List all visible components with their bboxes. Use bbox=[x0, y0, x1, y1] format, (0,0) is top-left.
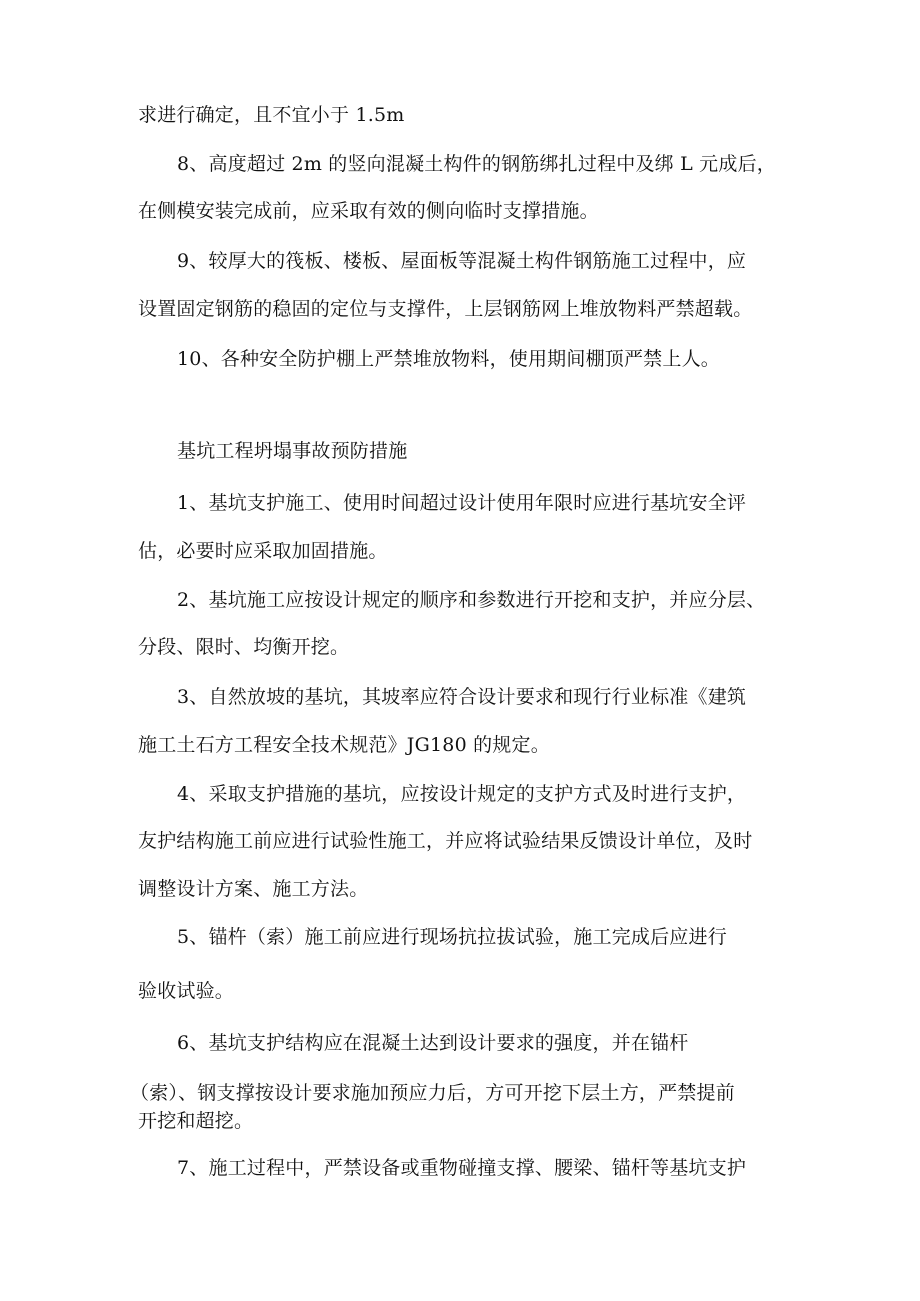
text-line: 2、基坑施工应按设计规定的顺序和参数进行开挖和支护，并应分层、 bbox=[177, 589, 766, 611]
text-line: 求进行确定，且不宜小于 1.5m bbox=[138, 104, 405, 126]
text-line: 7、施工过程中，严禁设备或重物碰撞支撑、腰梁、锚杆等基坑支护 bbox=[177, 1157, 747, 1179]
text-line: 分段、限时、均衡开挖。 bbox=[138, 636, 350, 658]
section-heading: 基坑工程坍塌事故预防措施 bbox=[177, 440, 408, 462]
text-line: 友护结构施工前应进行试验性施工，并应将试验结果反馈设计单位，及时 bbox=[138, 830, 753, 852]
text-line: 估，必要时应采取加固措施。 bbox=[138, 540, 388, 562]
text-line: 4、采取支护措施的基坑，应按设计规定的支护方式及时进行支护， bbox=[177, 783, 747, 805]
text-line: 开挖和超挖。 bbox=[138, 1110, 254, 1132]
text-line: 10、各种安全防护棚上严禁堆放物料，使用期间棚顶严禁上人。 bbox=[177, 348, 720, 370]
text-line: 5、锚杵（索）施工前应进行现场抗拉拔试验，施工完成后应进行 bbox=[177, 926, 727, 948]
text-line: 在侧模安装完成前，应采取有效的侧向临时支撑措施。 bbox=[138, 200, 599, 222]
text-line: （索）、钢支撑按设计要求施加预应力后，方可开挖下层土方，严禁提前 bbox=[130, 1082, 735, 1104]
text-line: 验收试验。 bbox=[138, 980, 235, 1002]
text-line: 8、高度超过 2m 的竖向混凝土构件的钢筋绑扎过程中及绑 L 元成后， bbox=[177, 153, 776, 175]
text-line: 9、较厚大的筏板、楼板、屋面板等混凝土构件钢筋施工过程中，应 bbox=[177, 250, 747, 272]
text-line: 3、自然放坡的基坑，其坡率应符合设计要求和现行行业标准《建筑 bbox=[177, 686, 747, 708]
text-line: 调整设计方案、施工方法。 bbox=[138, 878, 369, 900]
text-line: 6、基坑支护结构应在混凝土达到设计要求的强度，并在锚杆 bbox=[177, 1032, 689, 1054]
text-line: 施工土石方工程安全技术规范》JG180 的规定。 bbox=[138, 734, 550, 756]
text-line: 设置固定钢筋的稳固的定位与支撑件，上层钢筋网上堆放物料严禁超载。 bbox=[138, 298, 753, 320]
text-line: 1、基坑支护施工、使用时间超过设计使用年限时应进行基坑安全评 bbox=[177, 492, 747, 514]
